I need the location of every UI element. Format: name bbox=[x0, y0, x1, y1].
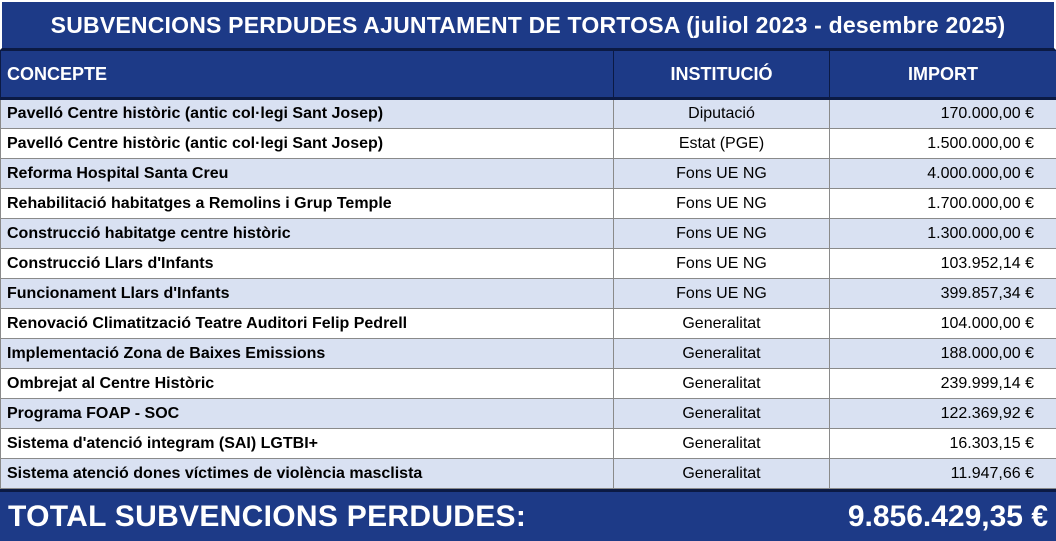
row-concept: Pavelló Centre històric (antic col·legi Sant Josep) bbox=[1, 129, 614, 159]
subsidies-table bbox=[0, 50, 1056, 489]
row-amount: 170.000,00 € bbox=[830, 99, 1056, 129]
row-institution: Generalitat bbox=[614, 459, 830, 489]
table-row bbox=[1, 399, 1056, 429]
total-bar bbox=[0, 489, 1056, 541]
table-row bbox=[1, 369, 1056, 399]
row-concept: Reforma Hospital Santa Creu bbox=[1, 159, 614, 189]
row-concept: Sistema d'atenció integram (SAI) LGTBI+ bbox=[1, 429, 614, 459]
row-amount: 1.700.000,00 € bbox=[830, 189, 1056, 219]
row-amount: 16.303,15 € bbox=[830, 429, 1056, 459]
row-concept: Ombrejat al Centre Històric bbox=[1, 369, 614, 399]
row-amount: 104.000,00 € bbox=[830, 309, 1056, 339]
table-row bbox=[1, 429, 1056, 459]
total-value: 9.856.429,35 € bbox=[847, 499, 1048, 533]
row-amount: 103.952,14 € bbox=[830, 249, 1056, 279]
row-concept: Sistema atenció dones víctimes de violència masclista bbox=[1, 459, 614, 489]
row-amount: 11.947,66 € bbox=[830, 459, 1056, 489]
column-header-amount: IMPORT bbox=[830, 51, 1056, 99]
row-concept: Funcionament Llars d'Infants bbox=[1, 279, 614, 309]
table-row bbox=[1, 279, 1056, 309]
row-institution: Generalitat bbox=[614, 309, 830, 339]
row-institution: Generalitat bbox=[614, 339, 830, 369]
row-institution: Fons UE NG bbox=[614, 159, 830, 189]
row-concept: Pavelló Centre històric (antic col·legi Sant Josep) bbox=[1, 99, 614, 129]
row-amount: 399.857,34 € bbox=[830, 279, 1056, 309]
column-header-institution: INSTITUCIÓ bbox=[614, 51, 830, 99]
row-amount: 188.000,00 € bbox=[830, 339, 1056, 369]
table-body bbox=[1, 99, 1056, 489]
row-amount: 239.999,14 € bbox=[830, 369, 1056, 399]
row-institution: Generalitat bbox=[614, 399, 830, 429]
table-row bbox=[1, 129, 1056, 159]
row-amount: 1.500.000,00 € bbox=[830, 129, 1056, 159]
table-row bbox=[1, 459, 1056, 489]
row-institution: Generalitat bbox=[614, 369, 830, 399]
table-row bbox=[1, 159, 1056, 189]
row-institution: Fons UE NG bbox=[614, 249, 830, 279]
row-institution: Estat (PGE) bbox=[614, 129, 830, 159]
column-header-concept: CONCEPTE bbox=[1, 51, 614, 99]
row-institution: Fons UE NG bbox=[614, 189, 830, 219]
row-institution: Generalitat bbox=[614, 429, 830, 459]
row-amount: 122.369,92 € bbox=[830, 399, 1056, 429]
sheet-title: SUBVENCIONS PERDUDES AJUNTAMENT DE TORTOSA (juliol 2023 - desembre 2025) bbox=[0, 0, 1056, 50]
row-institution: Diputació bbox=[614, 99, 830, 129]
table-row bbox=[1, 309, 1056, 339]
row-institution: Fons UE NG bbox=[614, 219, 830, 249]
table-row bbox=[1, 249, 1056, 279]
table-row bbox=[1, 189, 1056, 219]
row-concept: Renovació Climatització Teatre Auditori Felip Pedrell bbox=[1, 309, 614, 339]
row-amount: 4.000.000,00 € bbox=[830, 159, 1056, 189]
table-row bbox=[1, 219, 1056, 249]
row-concept: Rehabilitació habitatges a Remolins i Grup Temple bbox=[1, 189, 614, 219]
table-row bbox=[1, 339, 1056, 369]
table-header-row bbox=[1, 51, 1056, 99]
row-concept: Construcció habitatge centre històric bbox=[1, 219, 614, 249]
row-institution: Fons UE NG bbox=[614, 279, 830, 309]
total-label: TOTAL SUBVENCIONS PERDUDES: bbox=[8, 499, 527, 533]
row-concept: Construcció Llars d'Infants bbox=[1, 249, 614, 279]
row-concept: Implementació Zona de Baixes Emissions bbox=[1, 339, 614, 369]
row-concept: Programa FOAP - SOC bbox=[1, 399, 614, 429]
row-amount: 1.300.000,00 € bbox=[830, 219, 1056, 249]
table-row bbox=[1, 99, 1056, 129]
